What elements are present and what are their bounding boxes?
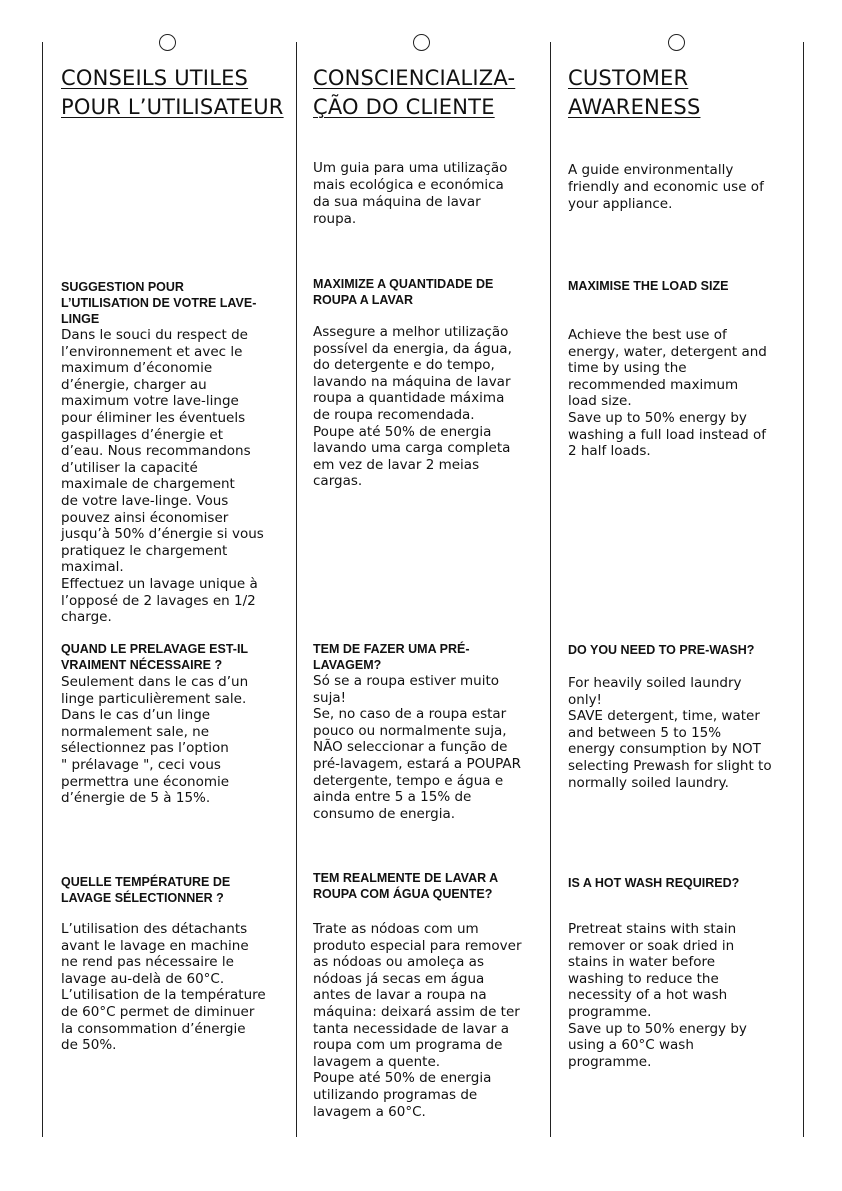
section-heading: TEM REALMENTE DE LAVAR A ROUPA COM ÁGUA QUENTE? xyxy=(313,871,499,901)
language-circle-icon xyxy=(159,34,176,51)
column-intro: A guide environmentally friendly and economic use of your appliance. xyxy=(568,162,764,212)
section-body: Achieve the best use of energy, water, detergent and time by using the recommended maximum load size. Save up to 50% energy by washing a full load instead of 2 half loads. xyxy=(568,327,767,460)
section-heading: SUGGESTION POUR L’UTILISATION DE VOTRE LAVE- LINGE xyxy=(61,280,257,326)
column-title: CONSEILS UTILES POUR L’UTILISATEUR xyxy=(61,66,284,119)
column-title: CUSTOMER AWARENESS xyxy=(568,66,701,119)
column-title: CONSCIENCIALIZA- ÇÃO DO CLIENTE xyxy=(313,66,516,119)
section-body: For heavily soiled laundry only! SAVE detergent, time, water and between 5 to 15% energy consumption by NOT selecting Prewash for slight to normally soiled laundry. xyxy=(568,675,772,791)
section-body: Só se a roupa estiver muito suja! Se, no caso de a roupa estar pouco ou normalmente suja, NÃO seleccionar a função de pré-lavagem, estará a POUPAR detergente, tempo e água e ainda entre 5 a 15% de consumo de energia. xyxy=(313,673,522,822)
section-heading: QUAND LE PRELAVAGE EST-IL VRAIMENT NÉCESSAIRE ? xyxy=(61,642,249,672)
section-heading: MAXIMIZE A QUANTIDADE DE ROUPA A LAVAR xyxy=(313,277,494,307)
section-body: Dans le souci du respect de l’environnement et avec le maximum d’économie d’énergie, charger au maximum votre lave-linge pour éliminer les éventuels gaspillages d’énergie et d’eau. Nous recommandons d’utiliser la capacité maximale de chargement de votre lave-linge. Vous pouvez ainsi économiser jusqu’à 50% d’énergie si vous pratiquez le chargement maximal. Effectuez un lavage unique à l’opposé de 2 lavages en 1/2 charge. xyxy=(61,327,264,626)
language-circle-icon xyxy=(413,34,430,51)
column-divider-middle-left xyxy=(296,42,297,1137)
section-body: Seulement dans le cas d’un linge particulièrement sale. Dans le cas d’un linge normalement sale, ne sélectionnez pas l’option " prélavage ", ceci vous permettra une économie d’énergie de 5 à 15%. xyxy=(61,674,249,807)
column-intro: Um guia para uma utilização mais ecológica e económica da sua máquina de lavar roupa. xyxy=(313,160,508,227)
section-heading: TEM DE FAZER UMA PRÉ- LAVAGEM? xyxy=(313,642,470,672)
section-heading: IS A HOT WASH REQUIRED? xyxy=(568,876,740,890)
section-heading: QUELLE TEMPÉRATURE DE LAVAGE SÉLECTIONNER ? xyxy=(61,875,231,905)
column-divider-left xyxy=(42,42,43,1137)
section-body: Assegure a melhor utilização possível da energia, da água, do detergente e do tempo, lavando na máquina de lavar roupa a quantidade máxima de roupa recomendada. Poupe até 50% de energia lavando uma carga completa em vez de lavar 2 meias cargas. xyxy=(313,324,512,490)
section-body: Pretreat stains with stain remover or soak dried in stains in water before washing to reduce the necessity of a hot wash programme. Save up to 50% energy by using a 60°C wash programme. xyxy=(568,921,747,1070)
section-heading: DO YOU NEED TO PRE-WASH? xyxy=(568,643,755,657)
section-heading: MAXIMISE THE LOAD SIZE xyxy=(568,279,729,293)
section-body: L’utilisation des détachants avant le lavage en machine ne rend pas nécessaire le lavage au-delà de 60°C. L’utilisation de la température de 60°C permet de diminuer la consommation d’énergie de 50%. xyxy=(61,921,266,1054)
column-divider-right xyxy=(803,42,804,1137)
column-divider-middle-right xyxy=(550,42,551,1137)
section-body: Trate as nódoas com um produto especial para remover as nódoas ou amoleça as nódoas já secas em água antes de lavar a roupa na máquina: deixará assim de ter tanta necessidade de lavar a roupa com um programa de lavagem a quente. Poupe até 50% de energia utilizando programas de lavagem a 60°C. xyxy=(313,921,522,1120)
language-circle-icon xyxy=(668,34,685,51)
